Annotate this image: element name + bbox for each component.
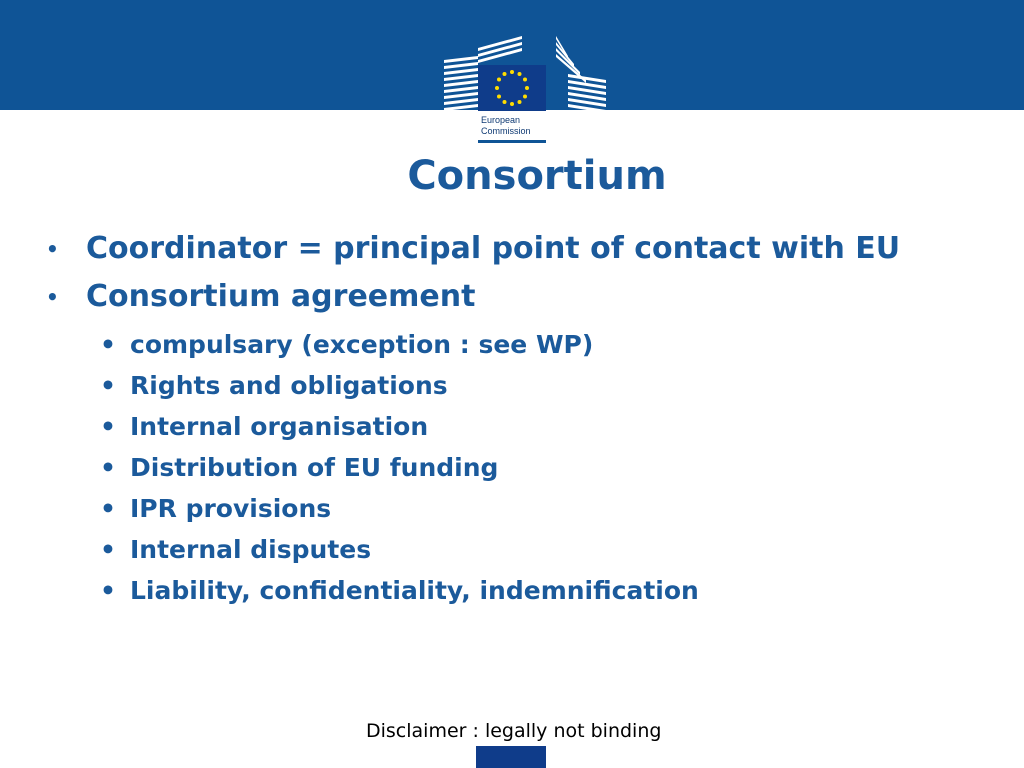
sub-bullet-item — [100, 365, 974, 406]
logo-line-1: European — [481, 115, 521, 125]
sub-bullet-item — [100, 570, 974, 611]
bullet-icon: • — [100, 371, 116, 400]
bullet-icon: • — [46, 285, 59, 309]
sub-bullet-item — [100, 488, 974, 529]
logo-underline — [478, 140, 546, 143]
sub-bullet-text: Internal disputes — [130, 535, 372, 564]
bullet-list — [44, 228, 974, 611]
sub-bullet-text: Distribution of EU funding — [130, 453, 499, 482]
bullet-item — [44, 276, 974, 318]
logo-line-2: Commission — [481, 126, 531, 136]
bullet-icon: • — [100, 535, 116, 564]
sub-bullet-text: IPR provisions — [130, 494, 332, 523]
sub-bullet-item — [100, 529, 974, 570]
bullet-icon: • — [46, 237, 59, 261]
sub-bullet-text: Rights and obligations — [130, 371, 448, 400]
bullet-icon: • — [100, 494, 116, 523]
sub-bullet-item — [100, 406, 974, 447]
eu-flag-footer — [476, 746, 546, 768]
sub-bullet-list — [100, 324, 974, 611]
sub-bullet-item — [100, 447, 974, 488]
logo-text — [481, 115, 531, 137]
bullet-text: Coordinator = principal point of contact with EU — [86, 231, 901, 266]
bullet-text: Consortium agreement — [86, 279, 476, 314]
sub-bullet-text: compulsary (exception : see WP) — [130, 330, 594, 359]
bullet-icon: • — [100, 412, 116, 441]
sub-bullet-text: Liability, confidentiality, indemnification — [130, 576, 699, 605]
bullet-icon: • — [100, 330, 116, 359]
bullet-icon: • — [100, 453, 116, 482]
bullet-item — [44, 228, 974, 270]
sub-bullet-item — [100, 324, 974, 365]
disclaimer-text: Disclaimer : legally not binding — [366, 720, 662, 742]
sub-bullet-text: Internal organisation — [130, 412, 429, 441]
slide-title: Consortium — [407, 153, 667, 199]
bullet-icon: • — [100, 576, 116, 605]
